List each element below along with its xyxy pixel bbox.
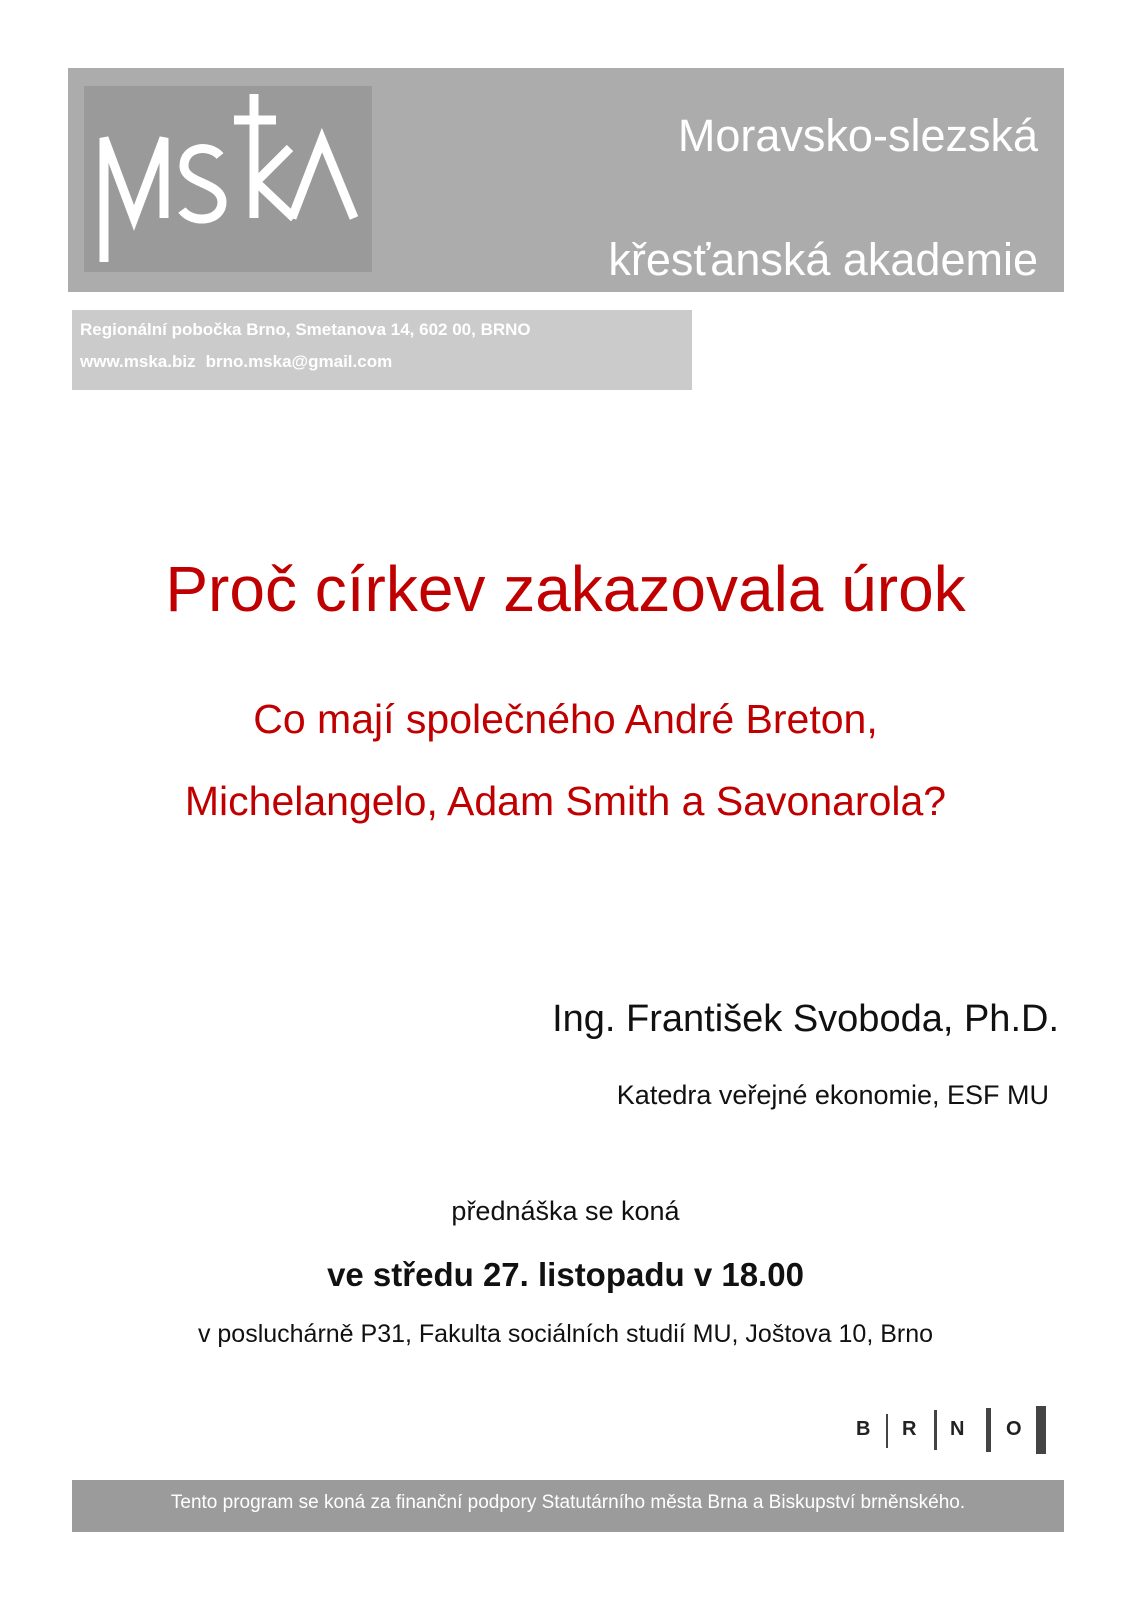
city-logo-bar-1 — [886, 1414, 888, 1448]
org-name-line-1: Moravsko-slezská — [677, 110, 1038, 161]
mska-logo-icon — [84, 86, 372, 272]
city-logo-letter-r: R — [902, 1418, 917, 1440]
footer-sponsor-text: Tento program se koná za finanční podpory Statutárního města Brna a Biskupství brněnského. — [170, 1492, 966, 1513]
contact-address: Regionální pobočka Brno, Smetanova 14, 602 00, BRNO — [80, 320, 531, 339]
contact-web-line — [80, 352, 402, 372]
speaker-department: Katedra veřejné ekonomie, ESF MU — [616, 1080, 1049, 1110]
speaker-name: Ing. František Svoboda, Ph.D. — [552, 998, 1059, 1040]
footer-band — [72, 1480, 1064, 1532]
event-intro: přednáška se koná — [451, 1196, 680, 1226]
lecture-subtitle-line-2: Michelangelo, Adam Smith a Savonarola? — [184, 778, 947, 824]
contact-band — [72, 310, 692, 390]
city-logo-letter-o: O — [1006, 1418, 1022, 1440]
city-logo-bar-4 — [1036, 1406, 1046, 1454]
city-logo-letter-n: N — [950, 1418, 965, 1440]
website-link[interactable]: www.mska.biz — [80, 352, 196, 371]
brno-city-logo — [856, 1406, 1066, 1454]
email-link[interactable]: brno.mska@gmail.com — [205, 352, 393, 371]
mska-logo — [84, 86, 372, 272]
header-band — [68, 68, 1064, 292]
lecture-subtitle-line-1: Co mají společného André Breton, — [253, 696, 878, 742]
city-logo-bar-2 — [934, 1410, 937, 1450]
org-name-line-2: křesťanská akademie — [608, 234, 1038, 285]
event-date: ve středu 27. listopadu v 18.00 — [327, 1256, 804, 1293]
city-logo-bar-3 — [986, 1408, 991, 1452]
city-logo-letter-b: B — [856, 1418, 871, 1440]
lecture-title: Proč církev zakazovala úrok — [165, 553, 966, 625]
organization-name — [608, 104, 1038, 312]
event-venue: v posluchárně P31, Fakulta sociálních studií MU, Joštova 10, Brno — [197, 1320, 934, 1348]
